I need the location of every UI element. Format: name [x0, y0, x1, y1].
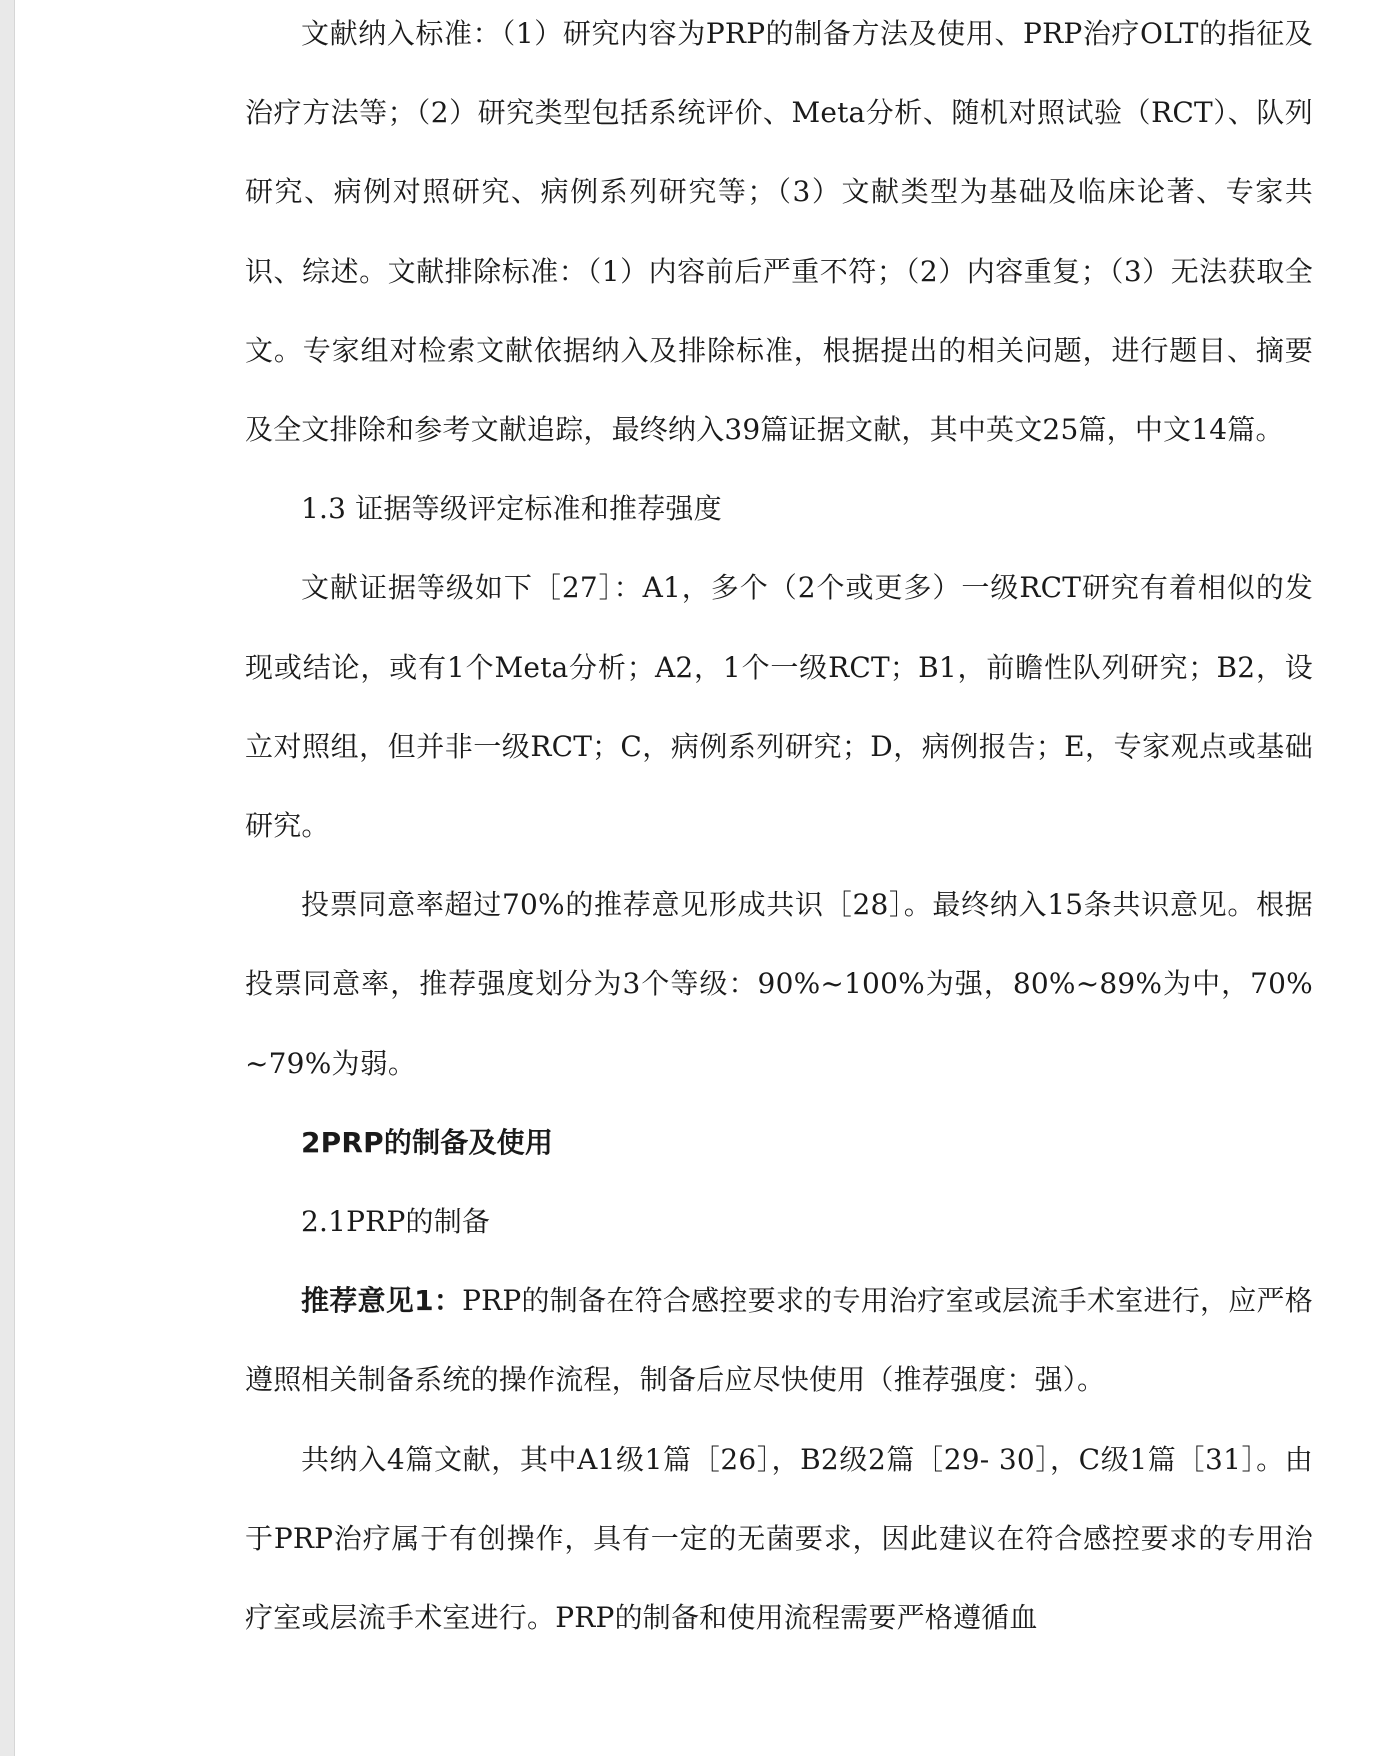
consensus-rate-paragraph: 投票同意率超过70%的推荐意见形成共识［28］。最终纳入15条共识意见。根据投票同意率，推荐强度划分为3个等级：90%~100%为强，80%~89%为中，70%~79%为弱。: [245, 888, 1313, 1080]
recommendation-1-paragraph: [245, 1261, 1313, 1419]
section-1-3-heading: 1.3 证据等级评定标准和推荐强度: [301, 492, 722, 526]
document-body: [245, 0, 1313, 1657]
recommendation-1-label: 推荐意见1：: [301, 1284, 463, 1318]
section-2-heading: 2PRP的制备及使用: [301, 1125, 554, 1159]
section-2-1-heading: 2.1PRP的制备: [301, 1205, 491, 1239]
evidence-levels-paragraph: 文献证据等级如下［27］：A1，多个（2个或更多）一级RCT研究有着相似的发现或结论，或有1个Meta分析；A2，1个一级RCT；B1，前瞻性队列研究；B2，设立对照组，但并非一级RCT；C，病例系列研究；D，病例报告；E，专家观点或基础研究。: [245, 571, 1313, 843]
document-page: [14, 0, 1384, 1756]
inclusion-criteria-paragraph: 文献纳入标准：（1）研究内容为PRP的制备方法及使用、PRP治疗OLT的指征及治疗方法等；（2）研究类型包括系统评价、Meta分析、随机对照试验（RCT）、队列研究、病例对照研究、病例系列研究等；（3）文献类型为基础及临床论著、专家共识、综述。文献排除标准：（1）内容前后严重不符；（2）内容重复；（3）无法获取全文。专家组对检索文献依据纳入及排除标准，根据提出的相关问题，进行题目、摘要及全文排除和参考文献追踪，最终纳入39篇证据文献，其中英文25篇，中文14篇。: [245, 17, 1313, 447]
recommendation-1-text: PRP的制备在符合感控要求的专用治疗室或层流手术室进行，应严格遵照相关制备系统的操作流程，制备后应尽快使用（推荐强度：强）。: [245, 1284, 1314, 1397]
recommendation-1-evidence-paragraph: 共纳入4篇文献，其中A1级1篇［26］，B2级2篇［29- 30］，C级1篇［31］。由于PRP治疗属于有创操作，具有一定的无菌要求，因此建议在符合感控要求的专用治疗室或层流手术室进行。PRP的制备和使用流程需要严格遵循血: [245, 1442, 1313, 1635]
